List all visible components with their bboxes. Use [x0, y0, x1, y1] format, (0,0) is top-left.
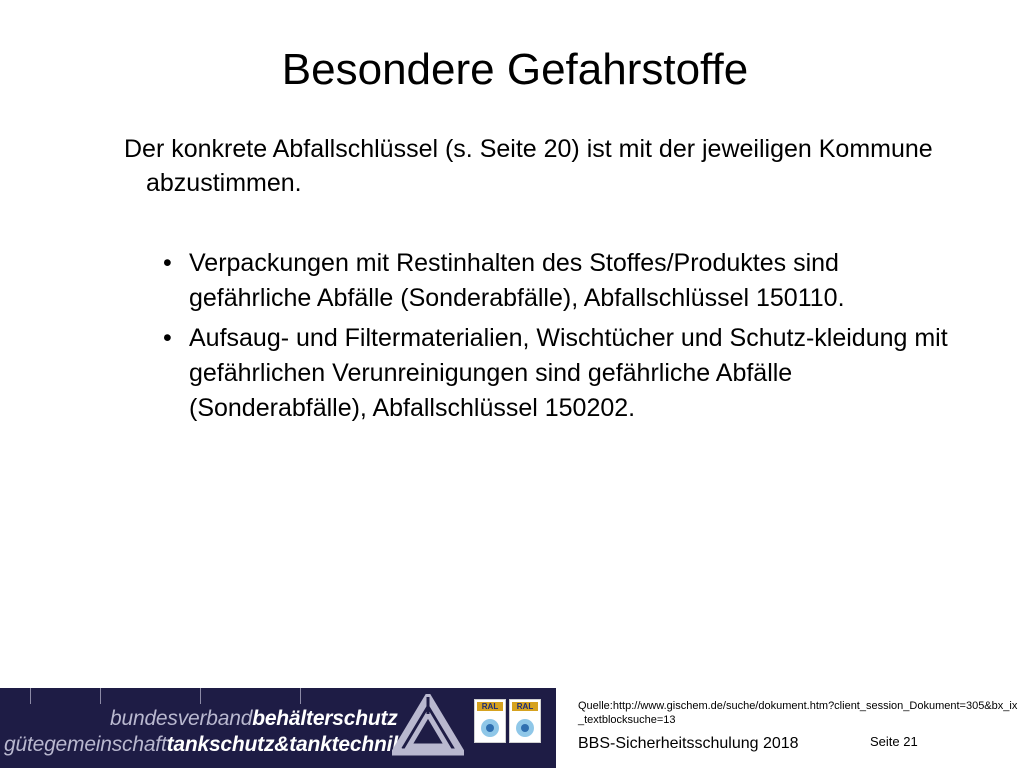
banner-line-2-light: gütegemeinschaft [4, 733, 167, 756]
intro-paragraph: Der konkrete Abfallschlüssel (s. Seite 20) ist mit der jeweiligen Kommune abzustimmen. [124, 135, 933, 197]
triangle-logo-icon [392, 694, 464, 756]
banner-line-1-bold: behälterschutz [252, 707, 398, 730]
ral-quality-badge [474, 699, 506, 743]
source-citation: Quelle:http://www.gischem.de/suche/dokument.htm?client_session_Dokument=305&bx_ix_textblocksuche=13 [578, 700, 1018, 726]
list-item [163, 246, 963, 316]
ral-label: RAL [477, 702, 503, 711]
water-drop-icon [480, 715, 500, 739]
list-item [163, 321, 963, 426]
water-drop-icon [515, 715, 535, 739]
banner-line-1-light: bundesverband [110, 707, 253, 730]
bullet-marker: • [163, 324, 172, 352]
ral-label: RAL [512, 702, 538, 711]
page-number: Seite 21 [870, 734, 918, 749]
slide-title: Besondere Gefahrstoffe [281, 45, 749, 94]
bullet-marker: • [163, 249, 172, 277]
banner-line-1 [110, 706, 398, 732]
banner-line-2 [4, 732, 404, 758]
banner-line-2-bold: tankschutz&tanktechnik [166, 733, 404, 756]
course-label: BBS-Sicherheitsschulung 2018 [578, 735, 799, 752]
bullet-text: Aufsaug- und Filtermaterialien, Wischtücher und Schutz-kleidung mit gefährlichen Verunreinigungen sind gefährliche Abfälle (Sonderabfälle), Abfallschlüssel 150202. [189, 324, 948, 422]
bullet-list [163, 246, 963, 431]
bullet-text: Verpackungen mit Restinhalten des Stoffes/Produktes sind gefährliche Abfälle (Sonderabfälle), Abfallschlüssel 150110. [189, 249, 845, 312]
ral-quality-badge [509, 699, 541, 743]
footer-banner [0, 688, 556, 768]
